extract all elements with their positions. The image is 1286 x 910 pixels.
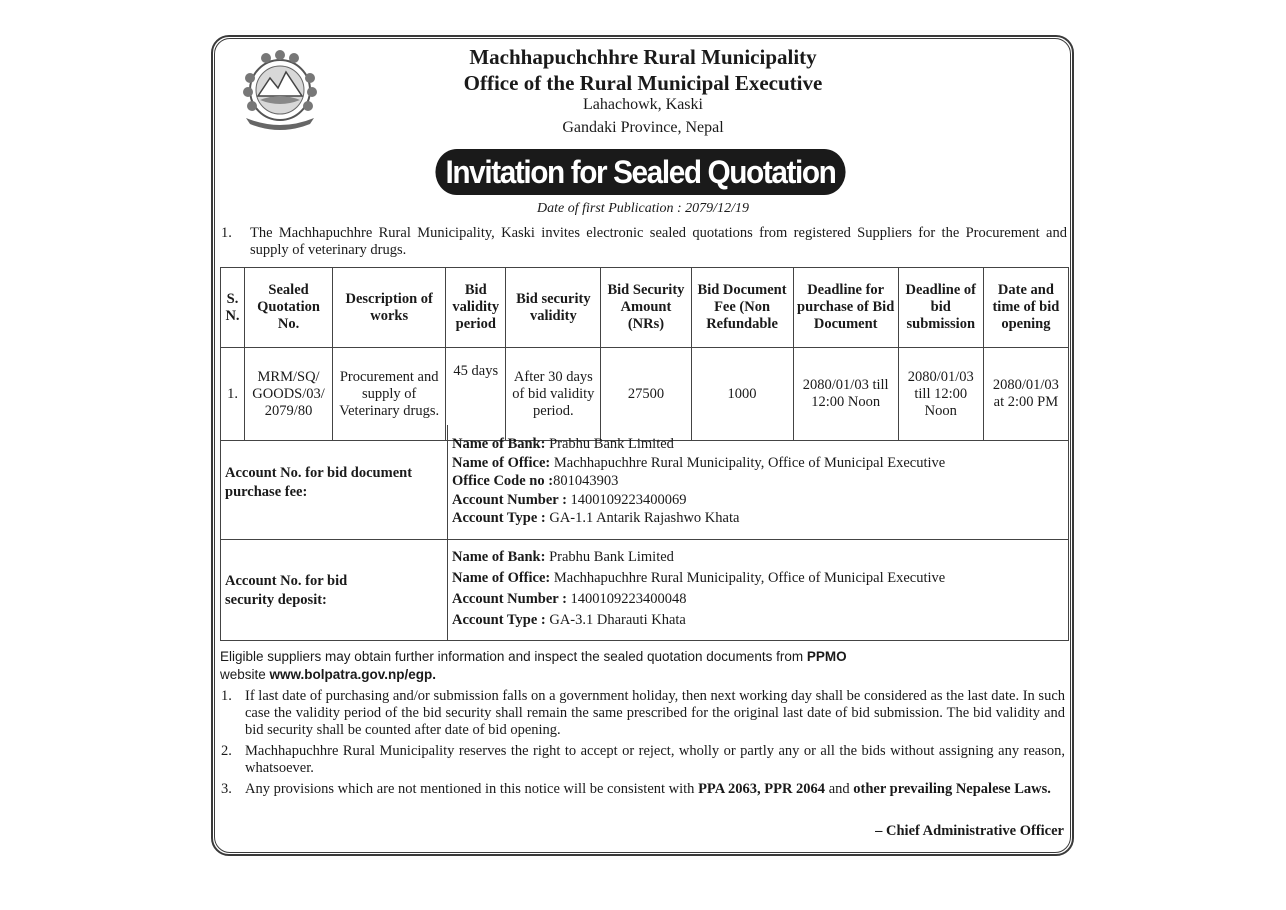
bank-label: Name of Bank: [452, 549, 546, 565]
eligible-line-2: website www.bolpatra.gov.np/egp. [220, 667, 437, 682]
table-cell: 27500 [601, 348, 691, 441]
column-header: S. N. [221, 268, 245, 348]
nepal-emblem-icon [236, 48, 324, 134]
divider [447, 539, 448, 640]
account-number-value: 1400109223400069 [566, 491, 687, 508]
account-number-label: Account Number : [452, 491, 567, 508]
security-account-section [220, 539, 1069, 641]
quotation-table [220, 267, 1069, 441]
notice-title-banner: Invitation for Sealed Quotation [435, 149, 845, 195]
table-cell: Procurement and supply of Veterinary drugs. [333, 348, 446, 441]
column-header: Bid Security Amount (NRs) [601, 268, 691, 348]
divider [447, 425, 448, 539]
column-header: Deadline of bid submission [898, 268, 983, 348]
bank-value: Prabhu Bank Limited [545, 549, 674, 565]
column-header: Description of works [333, 268, 446, 348]
bank-value: Prabhu Bank Limited [545, 436, 674, 452]
table-cell: 45 days [446, 348, 506, 441]
signature: – Chief Administrative Officer [875, 823, 1064, 839]
address-line-2: Gandaki Province, Nepal [562, 119, 724, 136]
account-type-value: GA-3.1 Dharauti Khata [545, 612, 686, 628]
column-header: Bid validity period [446, 268, 506, 348]
column-header: Deadline for purchase of Bid Document [793, 268, 898, 348]
account-type-value: GA-1.1 Antarik Rajashwo Khata [545, 510, 740, 526]
table-header-row [221, 268, 1069, 348]
account-type-label: Account Type : [452, 510, 546, 526]
column-header: Bid security validity [506, 268, 601, 348]
fee-account-details [452, 435, 945, 528]
website-link[interactable]: www.bolpatra.gov.np/egp. [269, 667, 437, 682]
office-value: Machhapuchhre Rural Municipality, Office of Municipal Executive [550, 570, 946, 586]
org-name: Machhapuchchhre Rural Municipality [469, 45, 817, 69]
account-number-value: 1400109223400048 [566, 591, 687, 607]
office-name: Office of the Rural Municipal Executive [463, 71, 823, 95]
intro-number: 1. [221, 225, 232, 241]
table-cell: 2080/01/03 till 12:00 Noon [793, 348, 898, 441]
column-header: Sealed Quotation No. [245, 268, 333, 348]
note-item: 1. If last date of purchasing and/or submission falls on a government holiday, then next working day shall be considered as the last date. In such case the validity period of the bid security shall remain the same prescribed for the original last date of bid submission. The bid validity and bid security shall be counted after date of bid opening. [221, 688, 1065, 738]
address-line-1: Lahachowk, Kaski [583, 96, 703, 113]
office-label: Name of Office: [452, 570, 551, 586]
column-header: Bid Document Fee (Non Refundable [691, 268, 793, 348]
security-account-label: Account No. for bid security deposit: [225, 573, 348, 608]
table-cell: MRM/SQ/ GOODS/03/ 2079/80 [245, 348, 333, 441]
bank-label: Name of Bank: [452, 436, 546, 452]
office-code-label: Office Code no : [452, 473, 554, 489]
publication-date: Date of first Publication : 2079/12/19 [537, 201, 749, 216]
intro-paragraph [221, 225, 1067, 259]
account-number-label: Account Number : [452, 591, 567, 607]
fee-account-section [220, 425, 1069, 540]
table-cell: 1000 [691, 348, 793, 441]
account-type-label: Account Type : [452, 612, 546, 628]
table-cell: 2080/01/03 at 2:00 PM [983, 348, 1068, 441]
column-header: Date and time of bid opening [983, 268, 1068, 348]
office-value: Machhapuchhre Rural Municipality, Office of Municipal Executive [550, 454, 946, 471]
note-item: 3. Any provisions which are not mentioned in this notice will be consistent with PPA 2063, PPR 2064 and other prevailing Nepalese Laws. [221, 781, 1051, 797]
office-code-value: 801043903 [553, 473, 619, 489]
table-cell: 2080/01/03 till 12:00 Noon [898, 348, 983, 441]
table-cell: 1. [221, 348, 245, 441]
ppmo-text: PPMO [806, 649, 847, 664]
note-item: 2. Machhapuchhre Rural Municipality reserves the right to accept or reject, wholly or partly any or all the bids without assigning any reason, whatsoever. [221, 743, 1065, 776]
fee-account-label: Account No. for bid document purchase fee: [225, 465, 413, 500]
office-label: Name of Office: [452, 454, 551, 471]
table-cell: After 30 days of bid validity period. [506, 348, 601, 441]
intro-text: The Machhapuchhre Rural Municipality, Kaski invites electronic sealed quotations from registered Suppliers for the Procurement and supply of veterinary drugs. [250, 225, 1067, 258]
eligible-line-1: Eligible suppliers may obtain further information and inspect the sealed quotation documents from PPMO [220, 649, 847, 664]
security-account-details [452, 547, 945, 631]
